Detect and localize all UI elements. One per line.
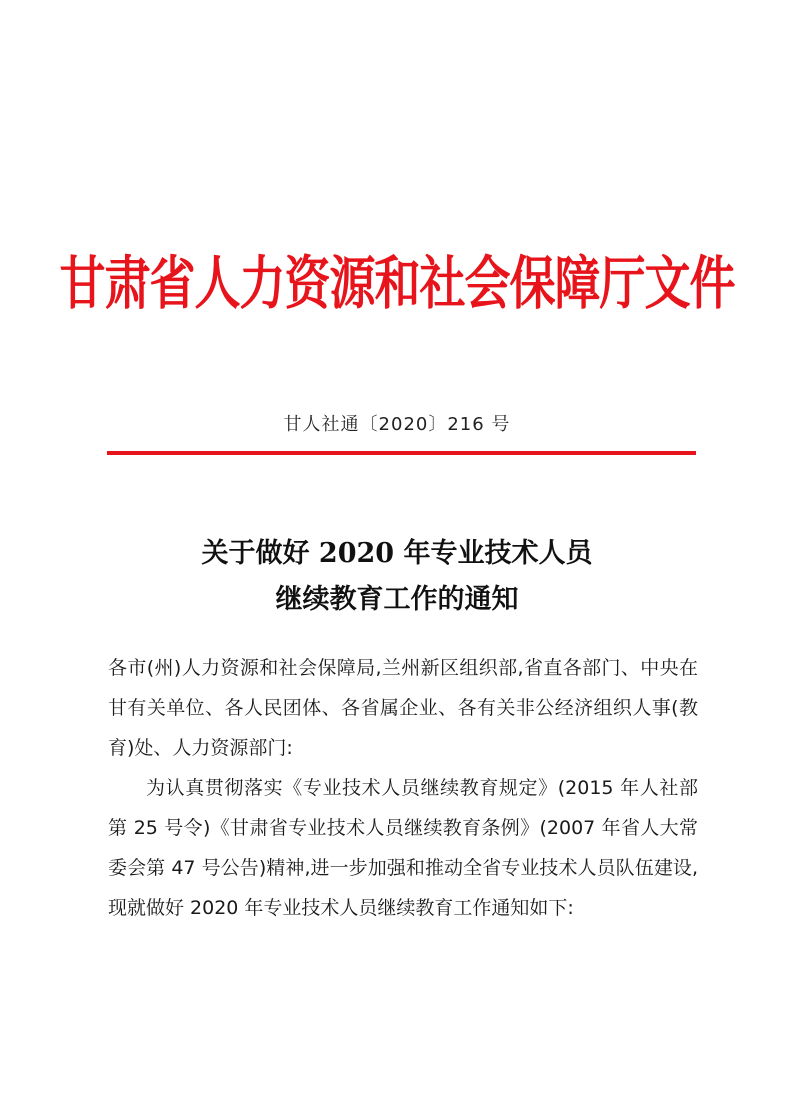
document-number: 甘人社通〔2020〕216 号 xyxy=(283,414,511,435)
addressees-paragraph: 各市(州)人力资源和社会保障局,兰州新区组织部,省直各部门、中央在甘有关单位、各人民团体、各省属企业、各有关非公经济组织人事(教育)处、人力资源部门: xyxy=(108,657,698,759)
notice-body xyxy=(108,648,698,928)
document-masthead: 甘肃省人力资源和社会保障厅文件 xyxy=(59,249,735,317)
red-separator-line xyxy=(107,451,696,455)
intro-paragraph: 为认真贯彻落实《专业技术人员继续教育规定》(2015 年人社部第 25 号令)《甘肃省专业技术人员继续教育条例》(2007 年省人大常委会第 47 号公告)精神,进一步加强和推动全省专业技术人员队伍建设,现就做好 2020 年专业技术人员继续教育工作通知如下: xyxy=(108,777,698,919)
notice-title-line-1: 关于做好 2020 年专业技术人员 xyxy=(201,538,593,569)
notice-title-line-2: 继续教育工作的通知 xyxy=(275,584,519,615)
